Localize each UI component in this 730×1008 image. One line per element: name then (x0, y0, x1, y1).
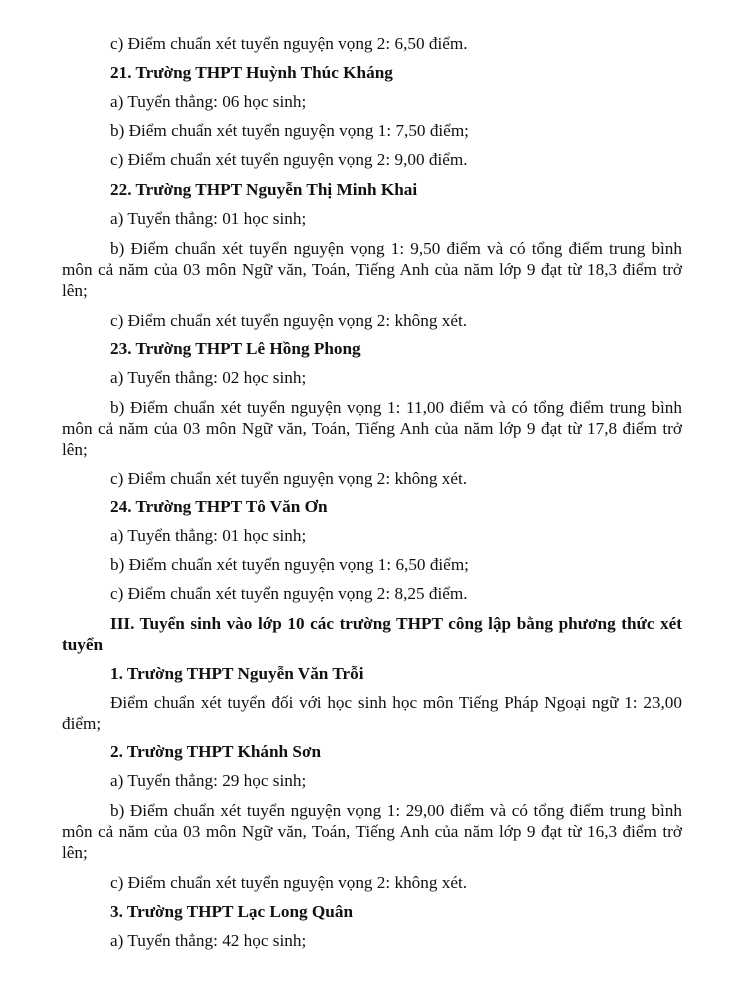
section-heading-21: 21. Trường THPT Huỳnh Thúc Kháng (110, 63, 393, 82)
p1-text: Điểm chuẩn xét tuyển đối với học sinh học môn Tiếng Pháp Ngoại ngữ 1: 23,00 điểm; (62, 693, 682, 733)
p2-item-c: c) Điểm chuẩn xét tuyển nguyện vọng 2: không xét. (110, 873, 468, 892)
school-heading-3: 3. Trường THPT Lạc Long Quân (110, 902, 354, 921)
section-heading-23: 23. Trường THPT Lê Hồng Phong (110, 339, 361, 358)
s21-item-b: b) Điểm chuẩn xét tuyển nguyện vọng 1: 7,50 điểm; (110, 121, 469, 140)
s23-item-c: c) Điểm chuẩn xét tuyển nguyện vọng 2: không xét. (110, 469, 468, 488)
section-heading-22: 22. Trường THPT Nguyễn Thị Minh Khai (110, 180, 418, 199)
section-heading-24: 24. Trường THPT Tô Văn Ơn (110, 497, 328, 516)
s22-item-b: b) Điểm chuẩn xét tuyển nguyện vọng 1: 9,50 điểm và có tổng điểm trung bình môn cả năm của 03 môn Ngữ văn, Toán, Tiếng Anh của năm lớp 9 đạt từ 18,3 điểm trở lên; (62, 239, 682, 300)
s23-item-b: b) Điểm chuẩn xét tuyển nguyện vọng 1: 11,00 điểm và có tổng điểm trung bình môn cả năm của 03 môn Ngữ văn, Toán, Tiếng Anh của năm lớp 9 đạt từ 17,8 điểm trở lên; (62, 398, 682, 459)
s20-item-c: c) Điểm chuẩn xét tuyển nguyện vọng 2: 6,50 điểm. (110, 34, 468, 53)
section-heading-iii: III. Tuyển sinh vào lớp 10 các trường THPT công lập bằng phương thức xét tuyển (62, 614, 682, 654)
s21-item-a: a) Tuyển thẳng: 06 học sinh; (110, 92, 307, 111)
school-heading-2: 2. Trường THPT Khánh Sơn (110, 742, 322, 761)
p3-item-a: a) Tuyển thẳng: 42 học sinh; (110, 931, 307, 950)
s21-item-c: c) Điểm chuẩn xét tuyển nguyện vọng 2: 9,00 điểm. (110, 150, 468, 169)
s22-item-c: c) Điểm chuẩn xét tuyển nguyện vọng 2: không xét. (110, 311, 468, 330)
s24-item-c: c) Điểm chuẩn xét tuyển nguyện vọng 2: 8,25 điểm. (110, 584, 468, 603)
p2-item-a: a) Tuyển thẳng: 29 học sinh; (110, 771, 307, 790)
s22-item-a: a) Tuyển thẳng: 01 học sinh; (110, 209, 307, 228)
school-heading-1: 1. Trường THPT Nguyễn Văn Trỗi (110, 664, 364, 683)
s23-item-a: a) Tuyển thẳng: 02 học sinh; (110, 368, 307, 387)
p2-item-b: b) Điểm chuẩn xét tuyển nguyện vọng 1: 29,00 điểm và có tổng điểm trung bình môn cả năm của 03 môn Ngữ văn, Toán, Tiếng Anh của năm lớp 9 đạt từ 16,3 điểm trở lên; (62, 801, 682, 862)
s24-item-b: b) Điểm chuẩn xét tuyển nguyện vọng 1: 6,50 điểm; (110, 555, 469, 574)
s24-item-a: a) Tuyển thẳng: 01 học sinh; (110, 526, 307, 545)
